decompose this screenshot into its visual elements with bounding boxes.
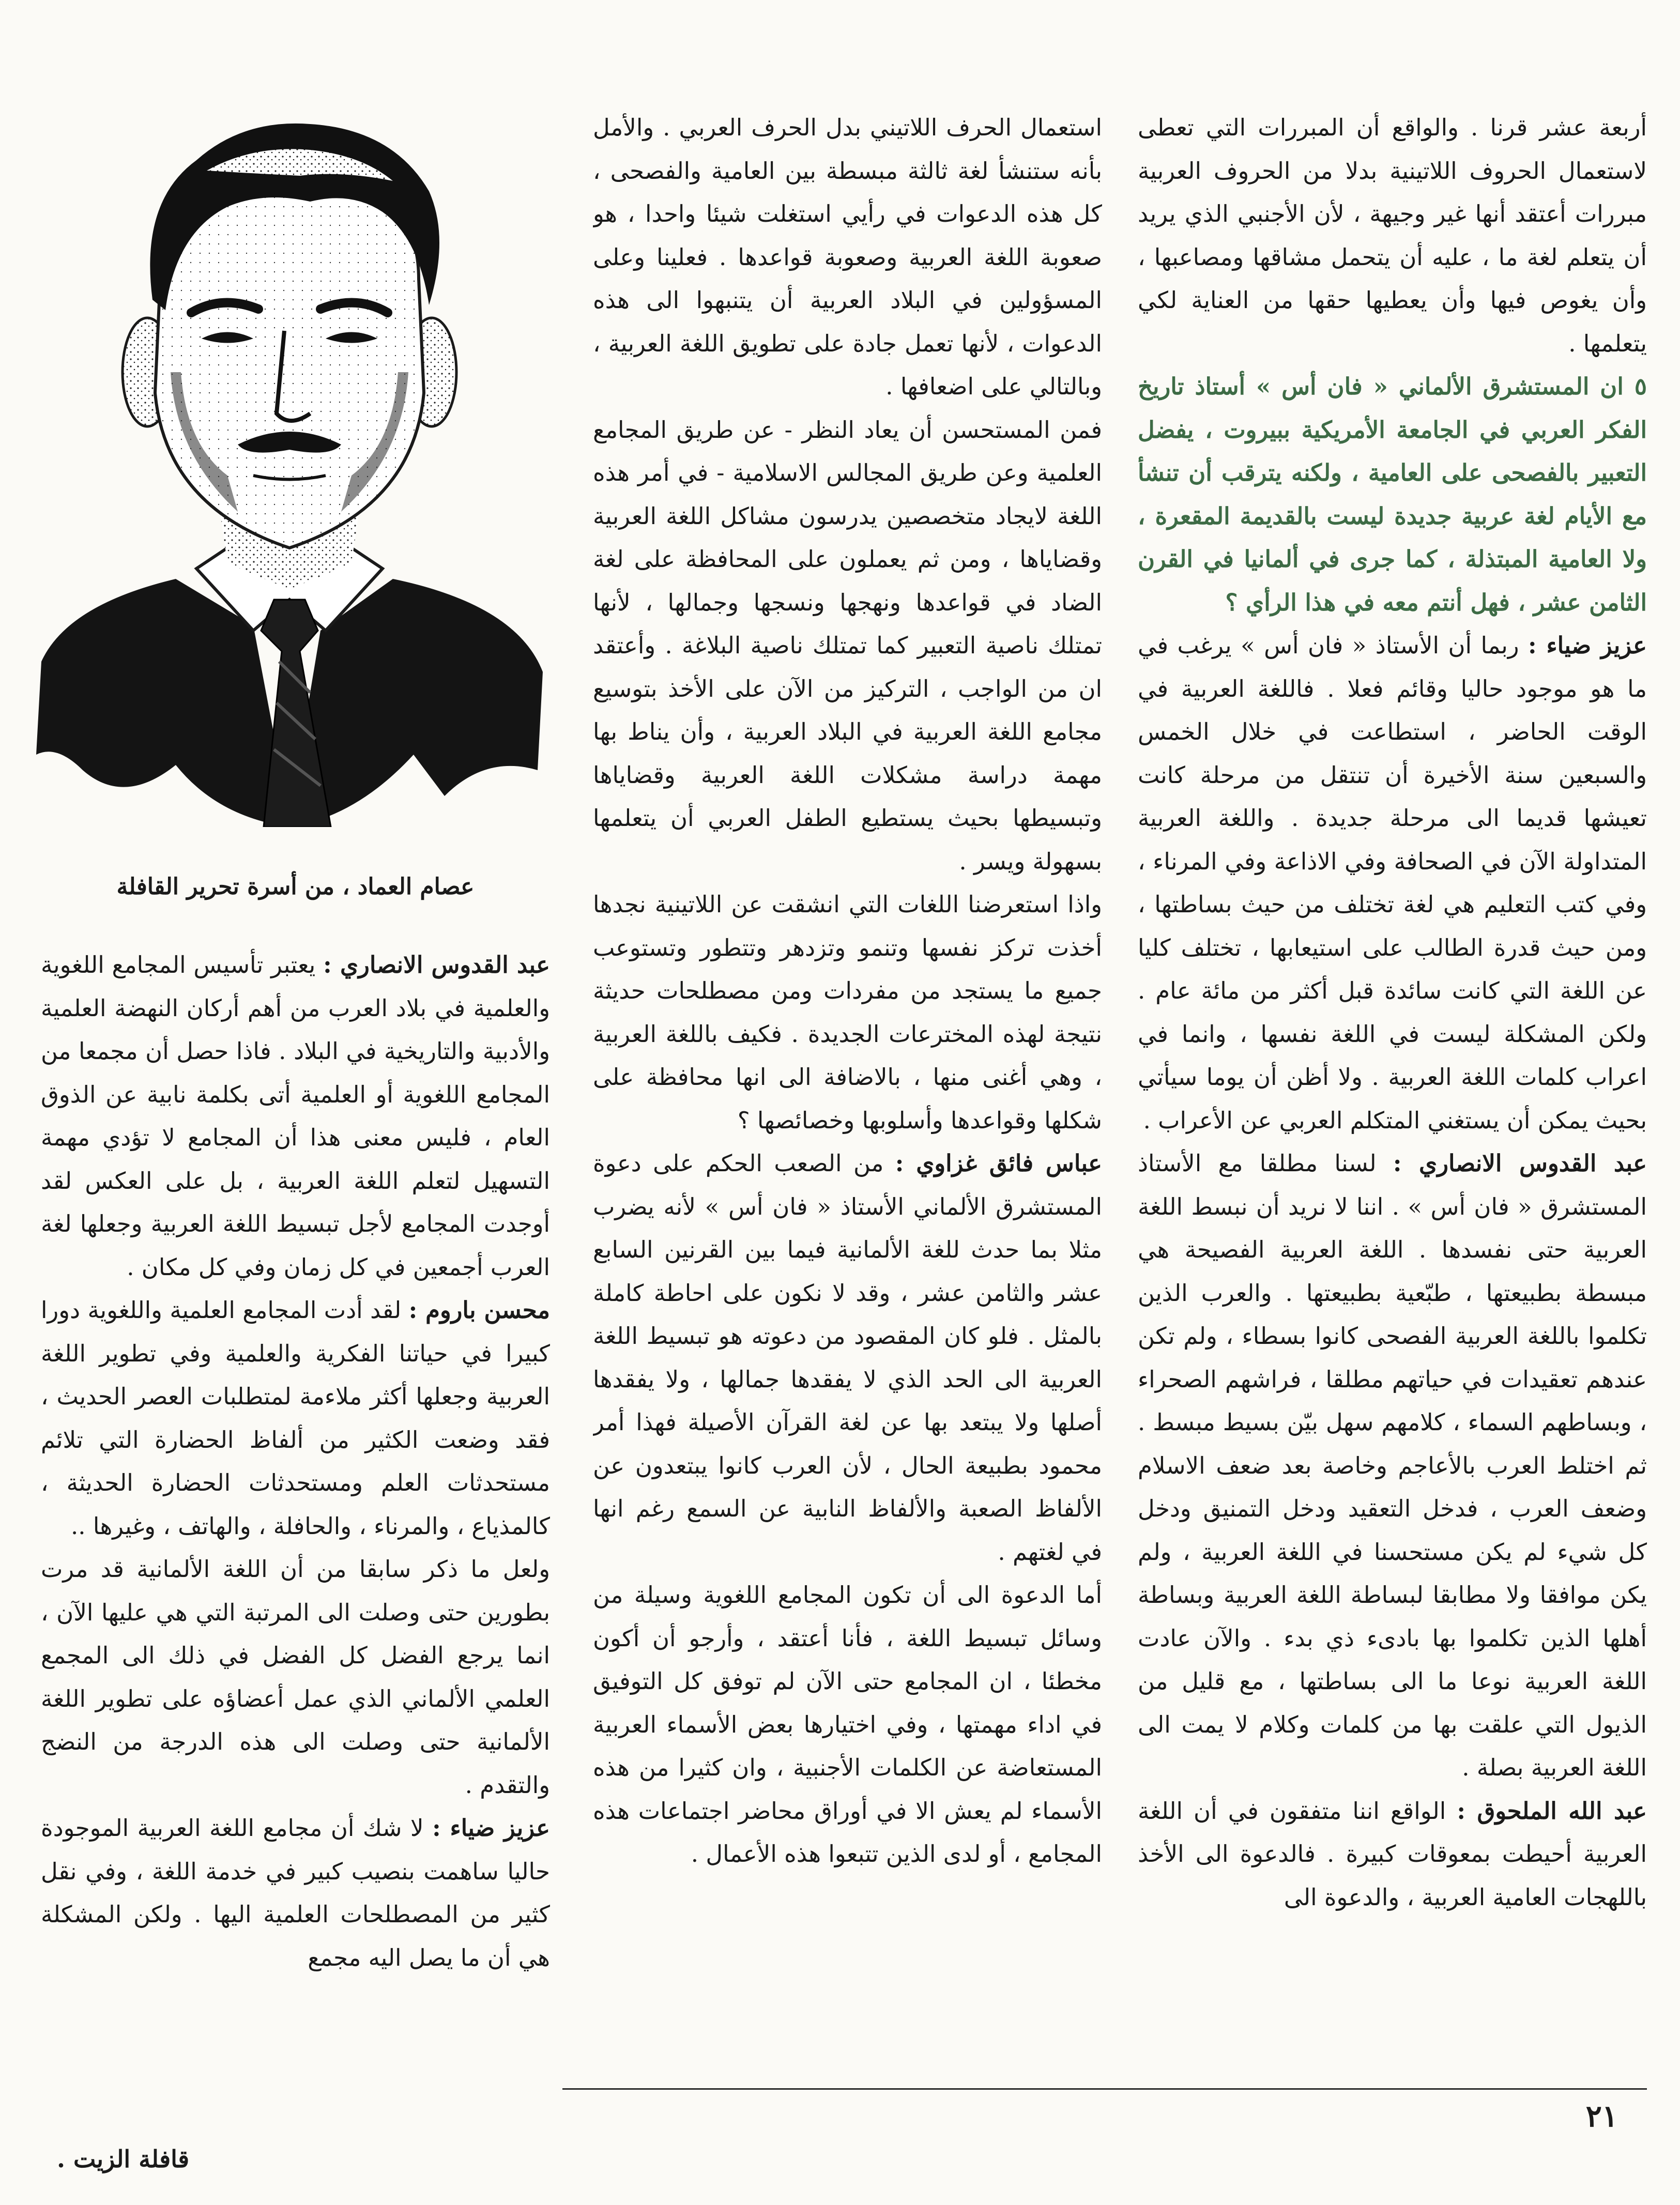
paragraph-text: استعمال الحرف اللاتيني بدل الحرف العربي . والأمل بأنه ستنشأ لغة ثالثة مبسطة بين العامية والفصحى ، كل هذه الدعوات في رأيي استغلت شيئا واحدا ، هو صعوبة اللغة العربية وصعوبة قواعدها . فعلينا وعلى المسؤولين في البلاد العربية أن يتنبهوا الى هذه الدعوات ، لأنها تعمل جادة على تطويق اللغة العربية ، وبالتالي على اضعافها . [593, 114, 1102, 400]
speaker-name: عباس فائق غزاوي : [895, 1150, 1102, 1177]
paragraph-text: واذا استعرضنا اللغات التي انشقت عن اللاتينية نجدها أخذت تركز نفسها وتنمو وتزدهر وتتطور وتستوعب جميع ما يستجد من مفردات ومن مصطلحات حديثة نتيجة لهذه المخترعات الجديدة . فكيف باللغة العربية ، وهي أغنى منها ، بالاضافة الى انها محافظة على شكلها وقواعدها وأسلوبها وخصائصها ؟ [593, 891, 1102, 1134]
speech-text: يعتبر تأسيس المجامع اللغوية والعلمية في بلاد العرب من أهم أركان النهضة العلمية والأدبية والتاريخية في البلاد . فاذا حصل أن مجمعا من المجامع اللغوية أو العلمية أتى بكلمة نابية عن الذوق العام ، فليس معنى هذا أن المجامع لا تؤدي مهمة التسهيل لتعلم اللغة العربية ، بل على العكس لقد أوجدت المجامع لأجل تبسيط اللغة العربية وجعلها لغة العرب أجمعين في كل زمان وفي كل مكان . [41, 951, 550, 1281]
article-column-right [1138, 106, 1647, 2065]
speaker-name: عزيز ضياء : [1528, 632, 1647, 659]
paragraph-text: أربعة عشر قرنا . والواقع أن المبررات التي تعطى لاستعمال الحروف اللاتينية بدلا من الحروف العربية مبررات أعتقد أنها غير وجيهة ، لأن الأجنبي الذي يريد أن يتعلم لغة ما ، عليه أن يتحمل مشاقها ومصاعبها ، وأن يغوص فيها وأن يعطيها حقها من العناية لكي يتعلمها . [1138, 114, 1647, 357]
paragraph [41, 1548, 550, 1806]
speech-text: لقد أدت المجامع العلمية واللغوية دورا كبيرا في حياتنا الفكرية والعلمية وفي تطوير اللغة العربية وجعلها أكثر ملاءمة لمتطلبات العصر الحديث ، فقد وضعت الكثير من ألفاظ الحضارة التي تلائم مستحدثات العلم ومستحدثات الحضارة الحديثة ، كالمذياع ، والمرناء ، والحافلة ، والهاتف ، وغيرها .. [41, 1296, 550, 1540]
speech-text: من الصعب الحكم على دعوة المستشرق الألماني الأستاذ « فان أس » لأنه يضرب مثلا بما حدث للغة الألمانية فيما بين القرنين السابع عشر والثامن عشر ، وقد لا نكون على احاطة كاملة بالمثل . فلو كان المقصود من دعوته هو تبسيط اللغة العربية الى الحد الذي لا يفقدها جمالها ، ولا يفقدها أصلها ولا يبتعد بها عن لغة القرآن الأصيلة فهذا أمر محمود بطبيعة الحال ، لأن العرب كانوا يبتعدون عن الألفاظ الصعبة والألفاظ النابية عن السمع رغم انها في لغتهم . [593, 1150, 1102, 1566]
speech-paragraph [1138, 1142, 1647, 1789]
paragraph [593, 408, 1102, 883]
speaker-name: عبد القدوس الانصاري : [1393, 1150, 1647, 1177]
paragraph-text: ولعل ما ذكر سابقا من أن اللغة الألمانية قد مرت بطورين حتى وصلت الى المرتبة التي هي عليها الآن ، انما يرجع الفضل كل الفضل في ذلك الى المجمع العلمي الألماني الذي عمل أعضاؤه على تطوير اللغة الألمانية حتى وصلت الى هذه الدرجة من النضج والتقدم . [41, 1555, 550, 1799]
article-column-middle [593, 106, 1102, 2065]
question-text: ٥ ان المستشرق الألماني « فان أس » أستاذ تاريخ الفكر العربي في الجامعة الأمريكية ببيروت ، يفضل التعبير بالفصحى على العامية ، ولكنه يترقب أن تنشأ مع الأيام لغة عربية جديدة ليست بالقديمة المقعرة ، ولا العامية المبتذلة ، كما جرى في ألمانيا في القرن الثامن عشر ، فهل أنتم معه في هذا الرأي ؟ [1138, 373, 1647, 616]
footer-divider [562, 2088, 1647, 2090]
page-number: ٢١ [1585, 2099, 1618, 2134]
speech-paragraph [41, 1806, 550, 1979]
speaker-name: عبد الله الملحوق : [1457, 1797, 1647, 1825]
article-column-left [41, 943, 550, 2065]
interview-question [1138, 365, 1647, 624]
speech-text: الواقع اننا متفقون في أن اللغة العربية أحيطت بمعوقات كبيرة . فالدعوة الى الأخذ باللهجات العامية العربية ، والدعوة الى [1138, 1797, 1647, 1911]
speaker-name: محسن باروم : [408, 1296, 550, 1324]
magazine-name: قافلة الزيت . [57, 2145, 190, 2173]
portrait-caption: عصام العماد ، من أسرة تحرير القافلة [116, 874, 475, 900]
speaker-name: عزيز ضياء : [432, 1814, 550, 1842]
paragraph-text: فمن المستحسن أن يعاد النظر - عن طريق المجامع العلمية وعن طريق المجالس الاسلامية - في أمر هذه اللغة لايجاد متخصصين يدرسون مشاكل اللغة العربية وقضاياها ، ومن ثم يعملون على المحافظة على لغة الضاد في قواعدها ونهجها ونسجها وجمالها ، لأنها تمتلك ناصية التعبير كما تمتلك ناصية البلاغة . وأعتقد ان من الواجب ، التركيز من الآن على الأخذ بتوسيع مجامع اللغة العربية في البلاد العربية ، وأن يناط بها مهمة دراسة مشكلات اللغة العربية وقضاياها وتبسيطها بحيث يستطيع الطفل العربي أن يتعلمها بسهولة ويسر . [593, 416, 1102, 875]
paragraph [593, 883, 1102, 1142]
speech-paragraph [41, 943, 550, 1289]
portrait-illustration [21, 83, 558, 827]
paragraph [593, 106, 1102, 408]
speech-paragraph [1138, 1789, 1647, 1919]
speaker-name: عبد القدوس الانصاري : [323, 951, 550, 978]
paragraph-text: أما الدعوة الى أن تكون المجامع اللغوية وسيلة من وسائل تبسيط اللغة ، فأنا أعتقد ، وأرجو أن أكون مخطئا ، ان المجامع حتى الآن لم توفق كل التوفيق في اداء مهمتها ، وفي اختيارها بعض الأسماء العربية المستعاضة عن الكلمات الأجنبية ، وان كثيرا من هذه الأسماء لم يعش الا في أوراق محاضر اجتماعات هذه المجامع ، أو لدى الذين تتبعوا هذه الأعمال . [593, 1581, 1102, 1867]
speech-paragraph [1138, 624, 1647, 1142]
speech-text: لا شك أن مجامع اللغة العربية الموجودة حاليا ساهمت بنصيب كبير في خدمة اللغة ، وفي نقل كثير من المصطلحات العلمية اليها . ولكن المشكلة هي أن ما يصل اليه مجمع [41, 1814, 550, 1971]
speech-text: لسنا مطلقا مع الأستاذ المستشرق « فان أس » . اننا لا نريد أن نبسط اللغة العربية حتى نفسدها . اللغة العربية الفصيحة هي مبسطة بطبيعتها ، طبّعية بطبيعتها . والعرب الذين تكلموا باللغة العربية الفصحى كانوا بسطاء ، ولم تكن عندهم تعقيدات في حياتهم مطلقا ، فراشهم الصحراء ، وبساطهم السماء ، كلامهم سهل بيّن بسيط مبسط . ثم اختلط العرب بالأعاجم وخاصة بعد ضعف الاسلام وضعف العرب ، فدخل التعقيد ودخل التمنيق ودخل كل شيء لم يكن مستحسنا في اللغة العربية ، ولم يكن موافقا ولا مطابقا لبساطة اللغة العربية وبساطة أهلها الذين تكلموا بها بادىء ذي بدء . والآن عادت اللغة العربية نوعا ما الى بساطتها ، مع قليل من الذيول التي علقت بها من كلمات وكلام لا يمت الى اللغة العربية بصلة . [1138, 1150, 1647, 1781]
speech-paragraph [41, 1289, 550, 1548]
paragraph [593, 1573, 1102, 1876]
speech-text: ربما أن الأستاذ « فان أس » يرغب في ما هو موجود حاليا وقائم فعلا . فاللغة العربية في الوقت الحاضر ، استطاعت في خلال الخمس والسبعين سنة الأخيرة أن تنتقل من مرحلة كانت تعيشها قديما الى مرحلة جديدة . واللغة العربية المتداولة الآن في الصحافة وفي الاذاعة وفي المرناء ، وفي كتب التعليم هي لغة تختلف من حيث بساطتها ، ومن حيث قدرة الطالب على استيعابها ، تختلف كليا عن اللغة التي كانت سائدة قبل أكثر من مائة عام . ولكن المشكلة ليست في اللغة نفسها ، وانما في اعراب كلمات اللغة العربية . ولا أظن أن يوما سيأتي بحيث يمكن أن يستغني المتكلم العربي عن الأعراب . [1138, 632, 1647, 1134]
paragraph [1138, 106, 1647, 365]
speech-paragraph [593, 1142, 1102, 1573]
